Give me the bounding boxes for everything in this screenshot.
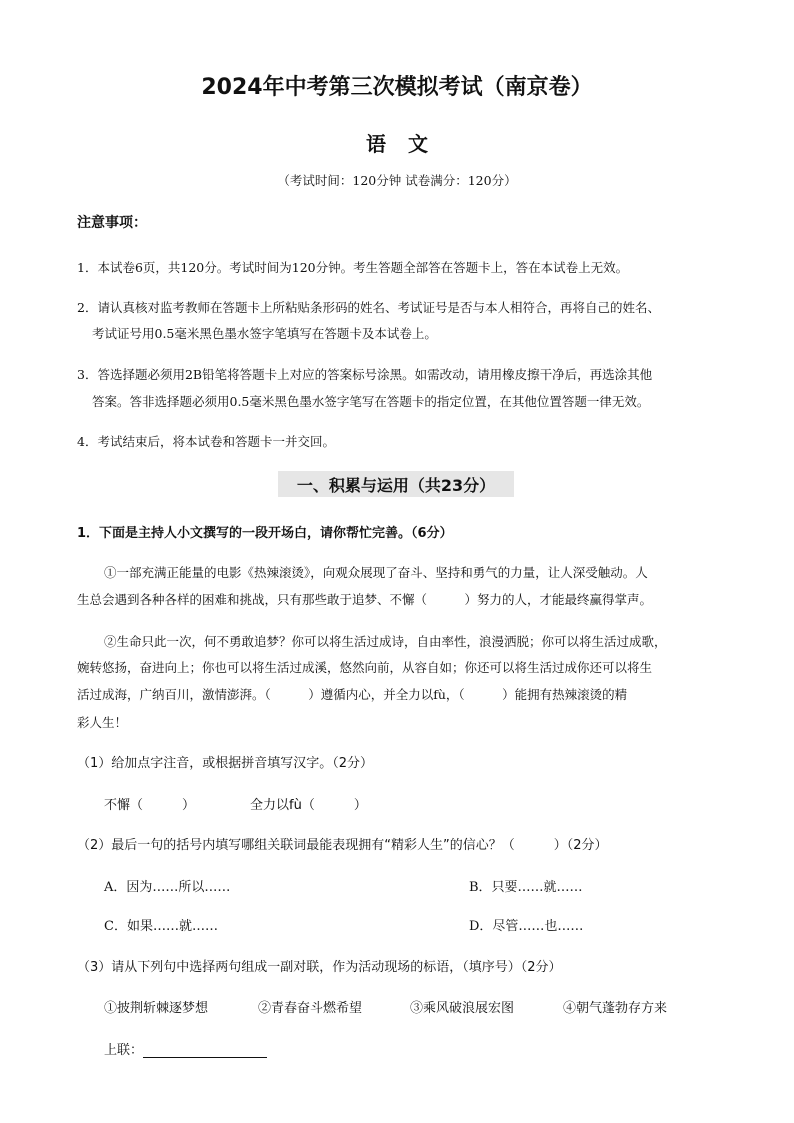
passage-para-2-line-2: 婉转悠扬，奋进向上；你也可以将生活过成溪，悠然向前，从容自如；你还可以将生活过成你还可以将生 <box>77 660 653 675</box>
note-item-2-line-2: 考试证号用0.5毫米黑色墨水签字笔填写在答题卡及本试卷上。 <box>92 326 437 341</box>
passage-para-1-line-2: 生总会遇到各种各样的困难和挑战，只有那些敢于追梦、不懈（ ）努力的人，才能最终赢得掌声。 <box>77 592 653 607</box>
option-c[interactable]: C．如果……就…… <box>104 919 218 934</box>
question-1-stem: 1．下面是主持人小文撰写的一段开场白，请你帮忙完善。（6分） <box>77 526 453 541</box>
passage-para-2-line-3: 活过成海，广纳百川，激情澎湃。（ ）遵循内心，并全力以fù，（ ）能拥有热辣滚烫的精 <box>77 687 628 702</box>
note-item-2-line-1: 2．请认真核对监考教师在答题卡上所粘贴条形码的姓名、考试证号是否与本人相符合，再将自己的姓名、 <box>77 300 660 315</box>
note-item-3-line-2: 答案。答非选择题必须用0.5毫米黑色墨水签字笔写在答题卡的指定位置，在其他位置答题一律无效。 <box>92 394 650 409</box>
passage-para-2-line-4: 彩人生！ <box>77 715 128 730</box>
couplet-choice-4: ④朝气蓬勃存方来 <box>563 1001 668 1016</box>
section-title: 一、积累与运用（共23分） <box>296 476 496 495</box>
answer-blank-quanliyifu[interactable]: 全力以fù（ ） <box>250 798 367 813</box>
notes-heading: 注意事项： <box>77 215 147 231</box>
exam-title: 2024年中考第三次模拟考试（南京卷） <box>201 75 593 100</box>
subject-title: 语文 <box>366 132 450 156</box>
couplet-choice-3: ③乘风破浪展宏图 <box>410 1001 515 1016</box>
sub-question-3-prompt: （3）请从下列句中选择两句组成一副对联，作为活动现场的标语，（填序号）（2分） <box>77 960 562 975</box>
upper-couplet-row <box>104 1039 267 1058</box>
upper-couplet-label: 上联： <box>104 1043 144 1058</box>
passage-para-1-line-1: ①一部充满正能量的电影《热辣滚烫》，向观众展现了奋斗、坚持和勇气的力量，让人深受触动。人 <box>104 565 648 580</box>
sub-question-2-prompt: （2）最后一句的括号内填写哪组关联词最能表现拥有“精彩人生”的信心？（ ）（2分） <box>77 838 608 853</box>
sub-question-1-prompt: （1）给加点字注音，或根据拼音填写汉字。（2分） <box>77 756 374 771</box>
option-d[interactable]: D．尽管……也…… <box>469 919 584 934</box>
exam-time-info: （考试时间：120分钟 试卷满分：120分） <box>277 173 517 188</box>
option-a[interactable]: A．因为……所以…… <box>104 880 231 895</box>
note-item-4: 4．考试结束后，将本试卷和答题卡一并交回。 <box>77 434 335 449</box>
couplet-choice-1: ①披荆斩棘逐梦想 <box>104 1001 209 1016</box>
option-b[interactable]: B．只要……就…… <box>469 880 583 895</box>
answer-blank-buxie[interactable]: 不懈（ ） <box>104 798 196 813</box>
couplet-choice-2: ②青春奋斗燃希望 <box>258 1001 363 1016</box>
upper-couplet-answer-line[interactable] <box>143 1043 267 1058</box>
note-item-1: 1．本试卷6页，共120分。考试时间为120分钟。考生答题全部答在答题卡上，答在本试卷上无效。 <box>77 260 629 275</box>
passage-para-2-line-1: ②生命只此一次，何不勇敢追梦？你可以将生活过成诗，自由率性，浪漫洒脱；你可以将生活过成歌， <box>104 634 667 649</box>
note-item-3-line-1: 3．答选择题必须用2B铅笔将答题卡上对应的答案标号涂黑。如需改动，请用橡皮擦干净后，再选涂其他 <box>77 367 653 382</box>
